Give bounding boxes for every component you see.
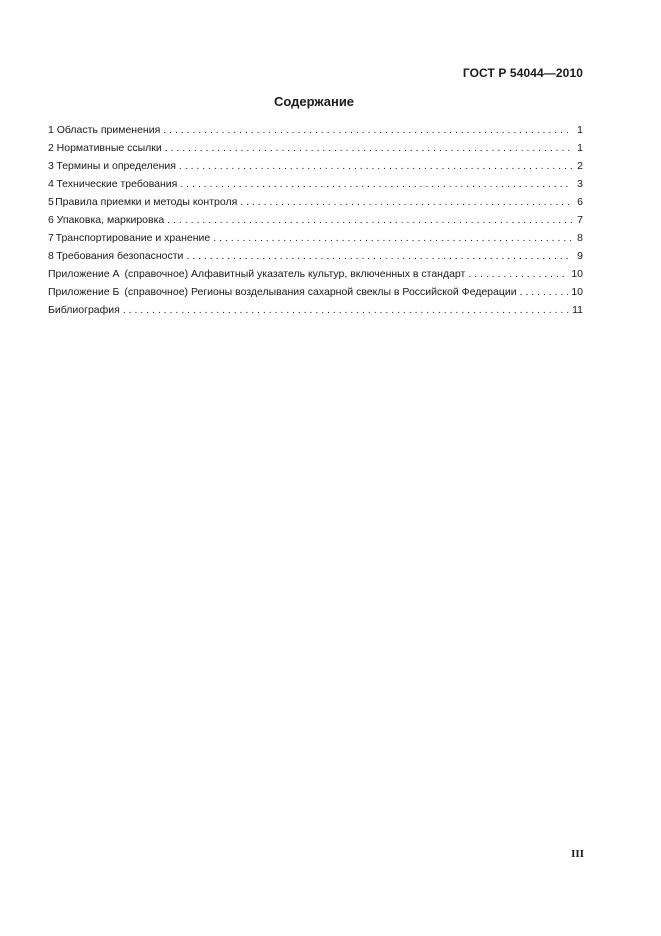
document-code: ГОСТ Р 54044—2010 (462, 66, 583, 80)
toc-entry-normative-references[interactable] (48, 139, 583, 157)
toc-entry-number: 1 (48, 124, 54, 136)
toc-entry-page: 10 (571, 286, 583, 298)
toc-entry-number: 4 (48, 178, 54, 190)
toc-entry-acceptance-rules[interactable] (48, 193, 583, 211)
toc-entry-number: 7 (48, 232, 54, 244)
toc-entry-page: 7 (577, 214, 583, 226)
toc-entry-text: (справочное) Регионы возделывания сахарной свеклы в Российской Федерации (124, 286, 517, 298)
table-of-contents (48, 121, 583, 319)
toc-entry-annex-a[interactable] (48, 265, 583, 283)
toc-entry-text: Технические требования (56, 178, 178, 190)
toc-leader-dots (165, 139, 572, 157)
toc-entry-transport-storage[interactable] (48, 229, 583, 247)
toc-entry-page: 1 (577, 124, 583, 136)
toc-entry-packaging-marking[interactable] (48, 211, 583, 229)
toc-entry-annex-b[interactable] (48, 283, 583, 301)
page-number: III (571, 848, 584, 860)
toc-entry-text: Упаковка, маркировка (56, 214, 165, 226)
toc-entry-text: Нормативные ссылки (56, 142, 162, 154)
toc-leader-dots (163, 121, 572, 139)
toc-entry-bibliography[interactable] (48, 301, 583, 319)
toc-entry-page: 8 (577, 232, 583, 244)
toc-entry-number: 2 (48, 142, 54, 154)
toc-entry-technical-requirements[interactable] (48, 175, 583, 193)
toc-leader-dots (179, 157, 572, 175)
toc-entry-page: 2 (577, 160, 583, 172)
toc-leader-dots (180, 175, 572, 193)
toc-annex-label: Приложение А (48, 268, 120, 280)
toc-leader-dots (213, 229, 572, 247)
toc-entry-page: 1 (577, 142, 583, 154)
toc-entry-page: 11 (572, 304, 583, 316)
toc-entry-page: 3 (577, 178, 583, 190)
toc-entry-terms-definitions[interactable] (48, 157, 583, 175)
toc-entry-page: 10 (571, 268, 583, 280)
toc-entry-text: Библиография (48, 304, 120, 316)
toc-entry-safety-requirements[interactable] (48, 247, 583, 265)
toc-entry-number: 5 (48, 196, 54, 208)
toc-leader-dots (520, 283, 569, 301)
toc-entry-page: 9 (577, 250, 583, 262)
toc-entry-text: Правила приемки и методы контроля (55, 196, 238, 208)
toc-entry-text: Область применения (56, 124, 161, 136)
toc-leader-dots (468, 265, 568, 283)
toc-entry-number: 6 (48, 214, 54, 226)
toc-leader-dots (186, 247, 572, 265)
toc-entry-number: 3 (48, 160, 54, 172)
toc-entry-text: Транспортирование и хранение (55, 232, 211, 244)
toc-entry-page: 6 (577, 196, 583, 208)
toc-leader-dots (123, 301, 569, 319)
toc-entry-text: Термины и определения (56, 160, 176, 172)
toc-annex-label: Приложение Б (48, 286, 120, 298)
toc-leader-dots (167, 211, 572, 229)
toc-entry-text: (справочное) Алфавитный указатель культур, включенных в стандарт (124, 268, 466, 280)
toc-entry-number: 8 (48, 250, 54, 262)
toc-entry-scope[interactable] (48, 121, 583, 139)
toc-title: Содержание (273, 94, 355, 109)
toc-entry-text: Требования безопасности (56, 250, 184, 262)
toc-leader-dots (240, 193, 572, 211)
